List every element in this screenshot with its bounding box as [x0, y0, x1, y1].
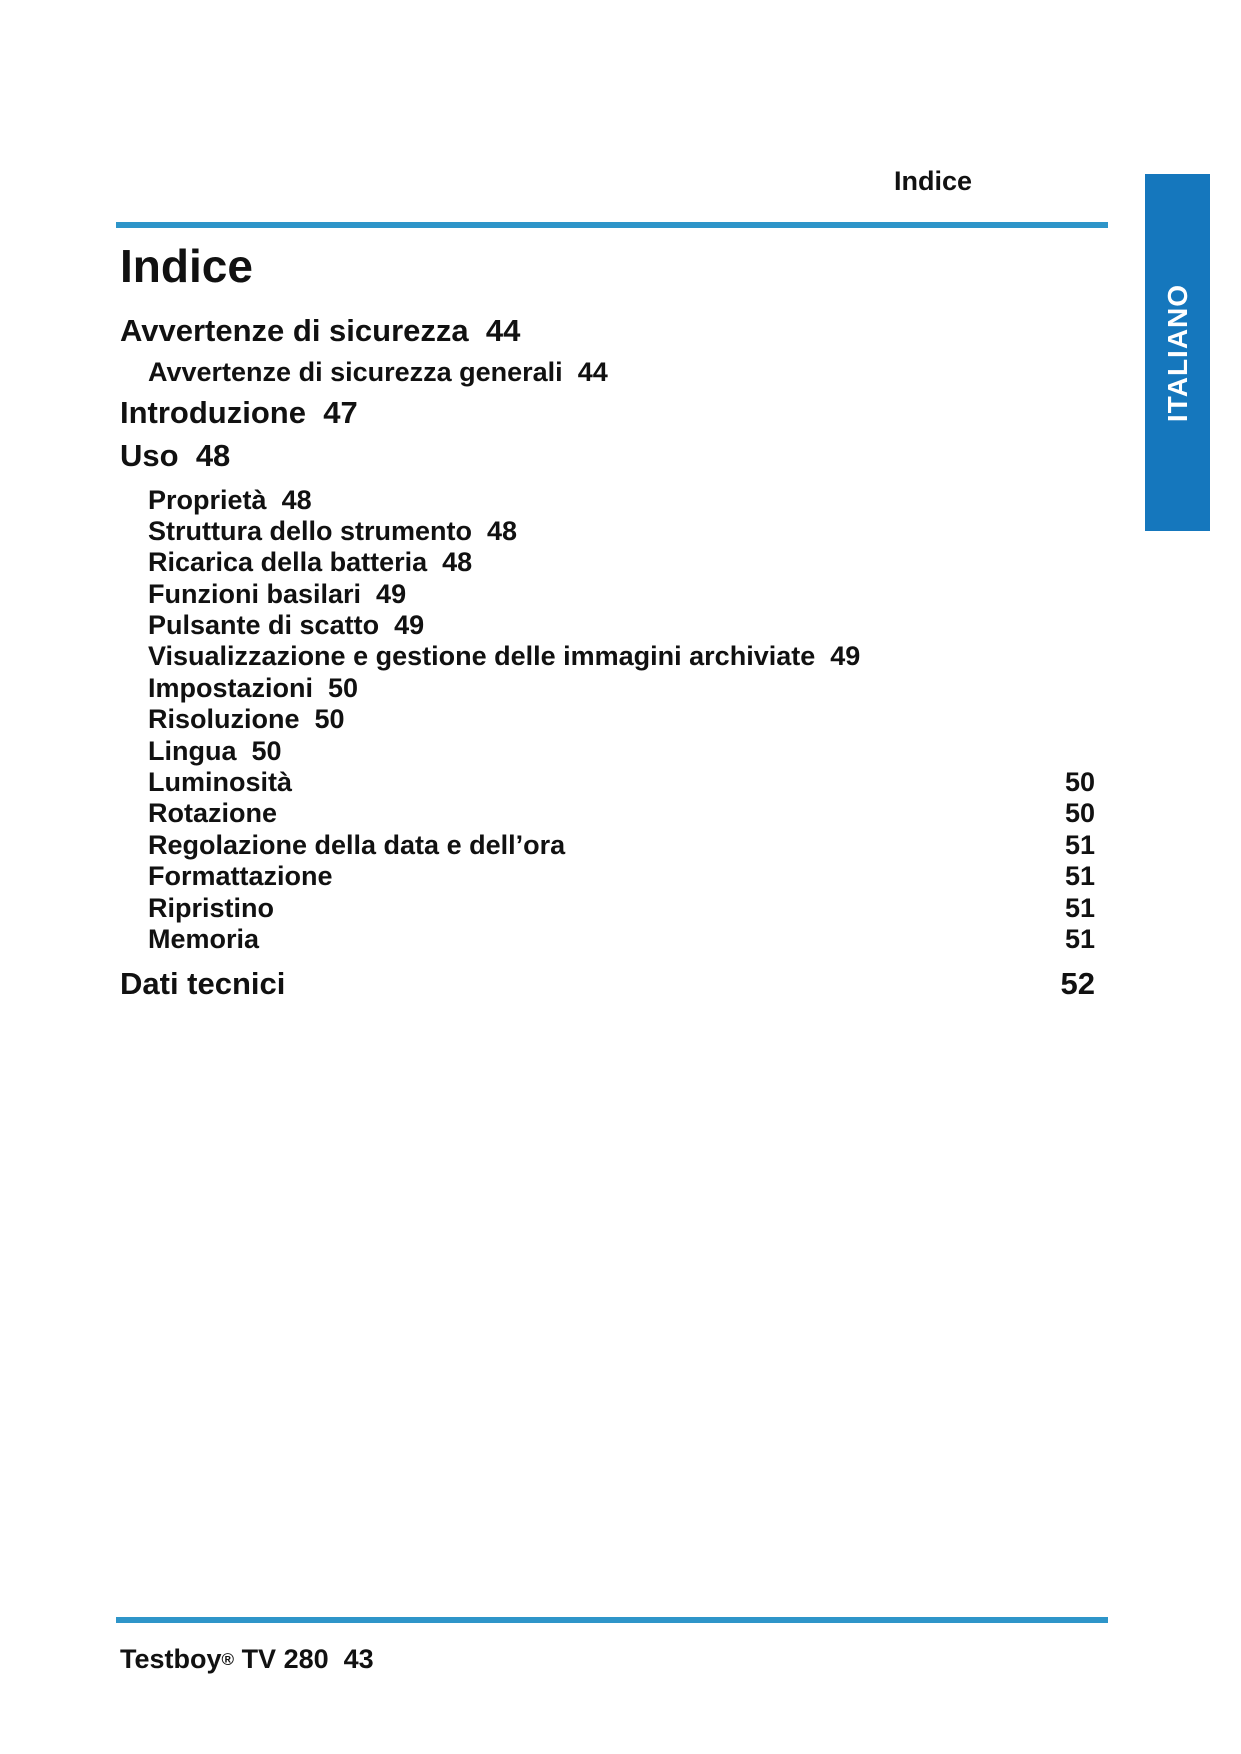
toc-entry-title: Funzioni basilari 49	[148, 579, 407, 609]
toc-entry-title: Impostazioni 50	[148, 673, 359, 703]
toc-entry-title: Ricarica della batteria 48	[148, 547, 473, 577]
page-title: Indice	[120, 240, 253, 292]
toc-entry-page: 48	[281, 485, 312, 515]
page-footer	[120, 1643, 374, 1676]
toc-entry-title: Visualizzazione e gestione delle immagini archiviate 49	[148, 641, 861, 671]
running-header-title: Indice	[894, 166, 973, 196]
toc-entry-page: 49	[394, 610, 425, 640]
toc-entry-title: Formattazione	[148, 861, 333, 891]
toc-entry-page: 50	[314, 704, 345, 734]
footer-product: TV 280	[241, 1644, 329, 1674]
toc-entry-page: 49	[830, 641, 861, 671]
toc-entry-title: Struttura dello strumento 48	[148, 516, 518, 546]
toc-entry-title: Rotazione	[148, 798, 278, 828]
toc-entry-page: 50	[328, 673, 359, 703]
toc-entry-title: Uso 48	[120, 438, 231, 473]
toc-entry-page: 44	[485, 313, 521, 348]
toc-entry-title: Pulsante di scatto 49	[148, 610, 425, 640]
toc-entry-page: 48	[442, 547, 473, 577]
language-tab-label: ITALIANO	[1161, 283, 1193, 422]
toc-entry-title: Lingua 50	[148, 736, 282, 766]
toc-entry-title: Memoria	[148, 924, 260, 954]
toc-entry-title: Avvertenze di sicurezza 44	[120, 313, 521, 348]
toc-entry-page: 50	[1064, 798, 1095, 828]
toc-entry-page: 47	[323, 395, 358, 430]
footer-page-number: 43	[343, 1644, 374, 1674]
toc-entry-page: 50	[1064, 767, 1095, 797]
footer-rule	[116, 1617, 1108, 1623]
toc-entry-page: 49	[376, 579, 407, 609]
toc-entry-page: 51	[1064, 924, 1095, 954]
toc-entry-title: Ripristino	[148, 893, 274, 923]
toc-entry-page: 44	[577, 357, 608, 387]
toc-entry-page: 48	[195, 438, 231, 473]
toc-entry-title: Risoluzione 50	[148, 704, 345, 734]
toc-entry-page: 51	[1064, 893, 1095, 923]
toc-entry-page: 52	[1060, 966, 1095, 1001]
toc-entry-page: 51	[1064, 830, 1095, 860]
toc-entry-title: Regolazione della data e dell’ora	[148, 830, 566, 860]
toc-entry-page: 50	[251, 736, 282, 766]
footer-registered-mark: ®	[221, 1650, 235, 1669]
toc-entry-title: Avvertenze di sicurezza generali 44	[148, 357, 608, 387]
footer-brand: Testboy	[120, 1644, 222, 1674]
toc-entry-page: 48	[487, 516, 518, 546]
toc-entry-title: Proprietà 48	[148, 485, 312, 515]
toc-entry-title: Dati tecnici	[120, 966, 286, 1001]
toc-entry-title: Introduzione 47	[120, 395, 358, 430]
toc-entry-page: 51	[1064, 861, 1095, 891]
toc-entry-title: Luminosità	[148, 767, 293, 797]
